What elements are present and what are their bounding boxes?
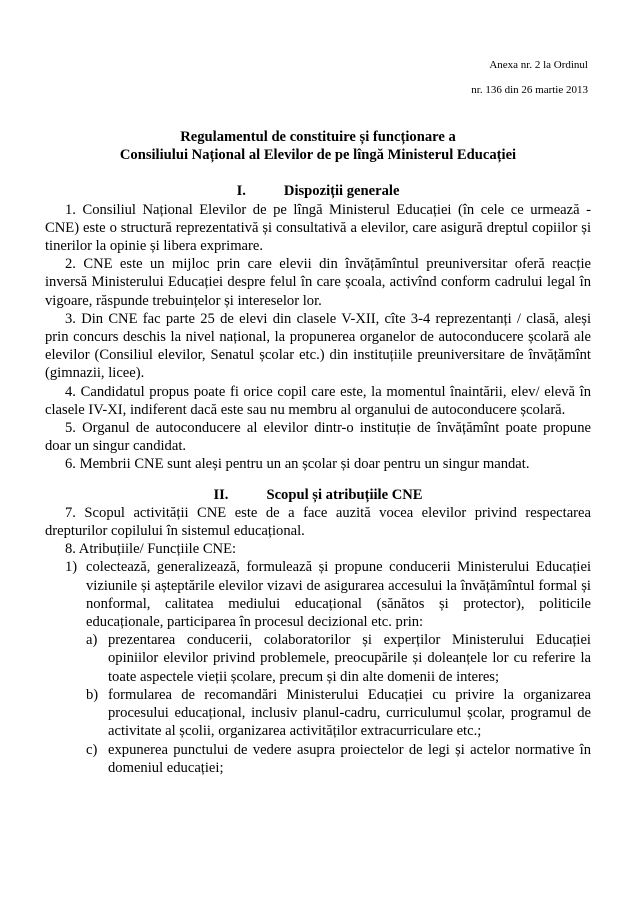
sub-item-a-text: prezentarea conducerii, colaboratorilor și experților Ministerului Educației opiniilor elevilor privind problemele, preocupările și doleanțele lor cu referire la toate aspectele vieții școlare, precum și din alte domenii de interes;	[108, 632, 591, 685]
paragraph-6: 6. Membrii CNE sunt aleși pentru un an școlar și doar pentru un singur mandat.	[65, 456, 530, 473]
sub-item-b-text: formularea de recomandări Ministerului Educației cu privire la organizarea procesului educațional, inclusiv planul-cadru, curriculumul școlar, programul de activitate al școlii, organizarea activităților extracurriculare etc.;	[108, 686, 591, 740]
sub-item-b	[45, 686, 591, 741]
paragraph-2: 2. CNE este un mijloc prin care elevii din învățămîntul preuniversitar oferă reacție inversă Ministerului Educației despre felul în care școala, activînd conform cadrului legal în vigoare, răspunde trebuințelor și intereselor lor.	[45, 256, 591, 309]
paragraph-3: 3. Din CNE fac parte 25 de elevi din clasele V-XII, cîte 3-4 reprezentanți / clasă, aleși prin concurs deschis la nivel național, la propunerea organelor de autoconducere școlară ale elevilor (Consiliul elevilor, Senatul școlar etc.) din instituțiile preuniversitare de învățămînt (gimnazii, licee).	[45, 310, 591, 382]
annex-line-2: nr. 136 din 26 martie 2013	[471, 84, 588, 96]
sub-item-c	[45, 741, 591, 777]
paragraph-4: 4. Candidatul propus poate fi orice copil care este, la momentul înaintării, elev/ elevă în clasele IV-XI, indiferent dacă este sau nu membru al organului de autoconducere școlară.	[45, 383, 591, 418]
paragraph-7: 7. Scopul activității CNE este de a face auzită vocea elevilor privind respectarea drepturilor copilului în sistemul educațional.	[45, 504, 591, 540]
sub-item-c-text: expunerea punctului de vedere asupra proiectelor de legi și actelor normative în domeniul educației;	[108, 741, 591, 776]
annex-reference	[471, 59, 588, 109]
chapter-1-heading	[45, 182, 591, 200]
document-body	[45, 128, 591, 777]
chapter-2-number: II.	[213, 486, 229, 503]
sub-item-c-marker: c)	[86, 741, 98, 758]
sub-item-a	[45, 631, 591, 686]
document-title-line-1: Regulamentul de constituire și funcționare a	[180, 129, 456, 145]
sub-item-a-marker: a)	[86, 632, 98, 649]
chapter-2-heading	[45, 486, 591, 504]
chapter-1-title: Dispoziții generale	[283, 183, 400, 200]
chapter-2-title: Scopul și atribuțiile CNE	[266, 486, 423, 503]
sub-item-b-marker: b)	[86, 686, 99, 703]
document-title-line-2: Consiliului Național al Elevilor de pe lîngă Ministerul Educației	[119, 147, 517, 164]
chapter-1-number: I.	[236, 183, 246, 200]
paragraph-1: 1. Consiliul Național Elevilor de pe lîngă Ministerul Educației (în cele ce urmează - CNE) este o structură reprezentativă și consultativă a elevilor, care asigură dreptul copiilor și tinerilor la opinie și libera exprimare.	[45, 201, 591, 255]
annex-line-1: Anexa nr. 2 la Ordinul	[489, 59, 588, 71]
paragraph-8: 8. Atribuțiile/ Funcțiile CNE:	[65, 541, 237, 558]
paragraph-5: 5. Organul de autoconducere al elevilor dintr-o instituție de învățămînt poate propune doar un singur candidat.	[45, 420, 591, 455]
list-item-1-marker: 1)	[65, 559, 78, 576]
list-item-1-text: colectează, generalizează, formulează și propune conducerii Ministerului Educației viziunile și așteptările elevilor vizavi de asigurarea accesului la învățămîntul formal și nonformal, calitatea mediului educațional (sănătos și protector), politicile educaționale, participarea în procesul decizional etc. prin:	[86, 559, 591, 631]
list-item-1	[45, 558, 591, 631]
